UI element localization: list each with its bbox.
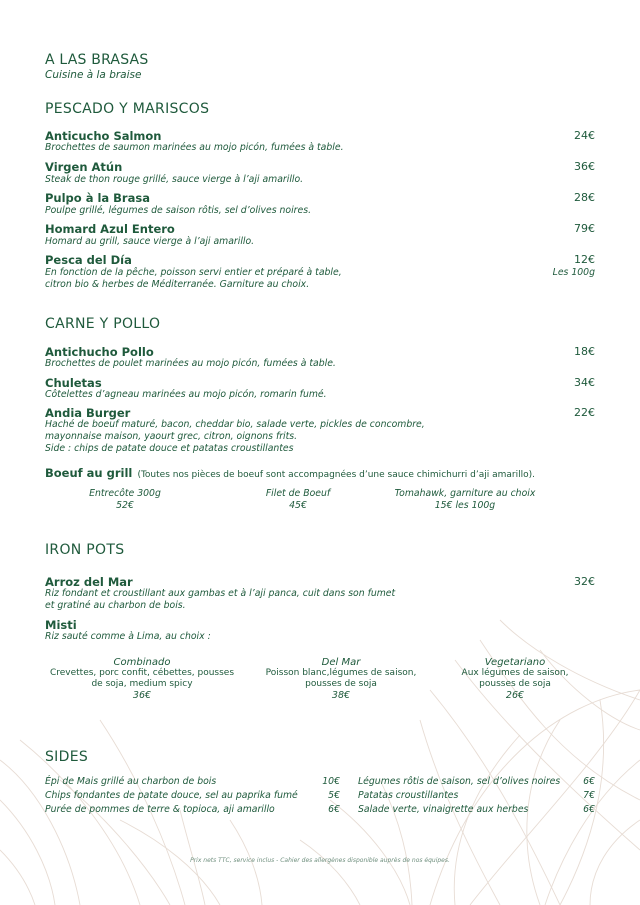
misti-option-title: Combinado: [113, 657, 171, 668]
misti-option-title: Del Mar: [321, 657, 361, 668]
beef-cut-name: Tomahawk, garniture au choix: [394, 488, 536, 499]
misti-option: [250, 657, 432, 701]
side-item-name: Patatas croustillantes: [358, 790, 459, 801]
misti-option-price: 36€: [132, 690, 152, 701]
beef-cut: [380, 488, 550, 511]
item-description: Side : chips de patate douce et patatas croustillantes: [45, 443, 294, 454]
item-price: 28€: [574, 191, 595, 204]
item-name: Antichucho Pollo: [45, 345, 154, 359]
item-name: Pesca del Día: [45, 253, 132, 267]
beef-cut-price: 45€: [289, 499, 307, 511]
item-price: 34€: [574, 376, 595, 389]
item-price: 79€: [574, 222, 595, 235]
item-description: mayonnaise maison, yaourt grec, citron, oignons frits.: [45, 431, 298, 442]
side-item-price: 7€: [583, 790, 595, 801]
misti-option: [42, 657, 242, 701]
misti-option-desc: de soja, medium spicy: [91, 679, 193, 689]
item-name: Virgen Atún: [45, 160, 123, 174]
beef-cut-price: 15€ les 100g: [434, 499, 496, 511]
beef-cut: [238, 488, 358, 511]
item-name: Homard Azul Entero: [45, 222, 175, 236]
item-description: Haché de boeuf maturé, bacon, cheddar bio, salade verte, pickles de concombre,: [45, 419, 425, 430]
side-item-name: Épi de Mais grillé au charbon de bois: [45, 776, 217, 787]
item-name: Anticucho Salmon: [45, 129, 162, 143]
side-item-name: Légumes rôtis de saison, sel d’olives noires: [358, 776, 561, 787]
misti-option-price: 38€: [331, 690, 351, 701]
misti-option-desc: Aux légumes de saison,: [461, 668, 569, 678]
misti-option-desc: pousses de soja: [305, 679, 377, 689]
item-description: Steak de thon rouge grillé, sauce vierge à l’aji amarillo.: [45, 174, 304, 185]
side-item-name: Purée de pommes de terre & topioca, aji amarillo: [45, 804, 275, 815]
item-name: Arroz del Mar: [45, 575, 133, 589]
item-description: Homard au grill, sauce vierge à l’aji amarillo.: [45, 236, 255, 247]
item-price: 24€: [574, 129, 595, 142]
beef-cut-price: 52€: [116, 499, 134, 511]
beef-title: Boeuf au grill: [45, 466, 133, 480]
beef-header: [45, 462, 535, 481]
menu-title: A LAS BRASAS: [45, 52, 149, 68]
section-title-iron-pots: IRON POTS: [45, 542, 125, 558]
beef-cut-name: Entrecôte 300g: [89, 488, 161, 499]
item-description: Riz sauté comme à Lima, au choix :: [45, 631, 211, 642]
side-item-price: 6€: [583, 804, 595, 815]
misti-option-desc: Crevettes, porc confit, cébettes, pousses: [49, 668, 235, 678]
misti-option-desc: pousses de soja: [479, 679, 551, 689]
item-price: 32€: [574, 575, 595, 588]
item-description: Brochettes de saumon marinées au mojo picón, fumées à table.: [45, 142, 344, 153]
item-description: citron bio & herbes de Méditerranée. Garniture au choix.: [45, 279, 310, 290]
item-name: Chuletas: [45, 376, 102, 390]
misti-option-price: 26€: [505, 690, 525, 701]
item-description: Poulpe grillé, légumes de saison rôtis, sel d’olives noires.: [45, 205, 312, 216]
beef-note: (Toutes nos pièces de boeuf sont accompagnées d’une sauce chimichurri d’aji amarillo).: [137, 470, 535, 480]
item-price: 22€: [574, 406, 595, 419]
side-item-name: Chips fondantes de patate douce, sel au paprika fumé: [45, 790, 298, 801]
side-item-price: 5€: [328, 790, 340, 801]
side-item-price: 6€: [583, 776, 595, 787]
side-item-price: 6€: [328, 804, 340, 815]
item-name: Misti: [45, 618, 77, 632]
section-title-pescado: PESCADO Y MARISCOS: [45, 101, 210, 117]
item-description: Côtelettes d’agneau marinées au mojo picón, romarin fumé.: [45, 389, 327, 400]
side-item-price: 10€: [322, 776, 340, 787]
item-name: Pulpo à la Brasa: [45, 191, 150, 205]
misti-option: [440, 657, 590, 701]
beef-cut-name: Filet de Boeuf: [265, 488, 331, 499]
item-price: 12€: [574, 253, 595, 266]
section-title-carne: CARNE Y POLLO: [45, 316, 161, 332]
item-description: Brochettes de poulet marinées au mojo picón, fumées à table.: [45, 358, 336, 369]
misti-option-desc: Poisson blanc,légumes de saison,: [265, 668, 417, 678]
item-description: Riz fondant et croustillant aux gambas et à l’aji panca, cuit dans son fumet: [45, 588, 396, 599]
item-price-unit: Les 100g: [552, 267, 595, 278]
item-description: et gratiné au charbon de bois.: [45, 600, 186, 611]
menu-subtitle: Cuisine à la braise: [45, 69, 142, 81]
item-description: En fonction de la pêche, poisson servi entier et préparé à table,: [45, 267, 342, 278]
item-price: 18€: [574, 345, 595, 358]
beef-cut: [65, 488, 185, 511]
section-title-sides: SIDES: [45, 749, 89, 765]
misti-option-title: Vegetariano: [484, 657, 546, 668]
side-item-name: Salade verte, vinaigrette aux herbes: [358, 804, 529, 815]
item-price: 36€: [574, 160, 595, 173]
footer-note: Prix nets TTC, service inclus - Cahier des allergènes disponible auprès de nos équipes.: [190, 857, 450, 864]
item-name: Andia Burger: [45, 406, 131, 420]
